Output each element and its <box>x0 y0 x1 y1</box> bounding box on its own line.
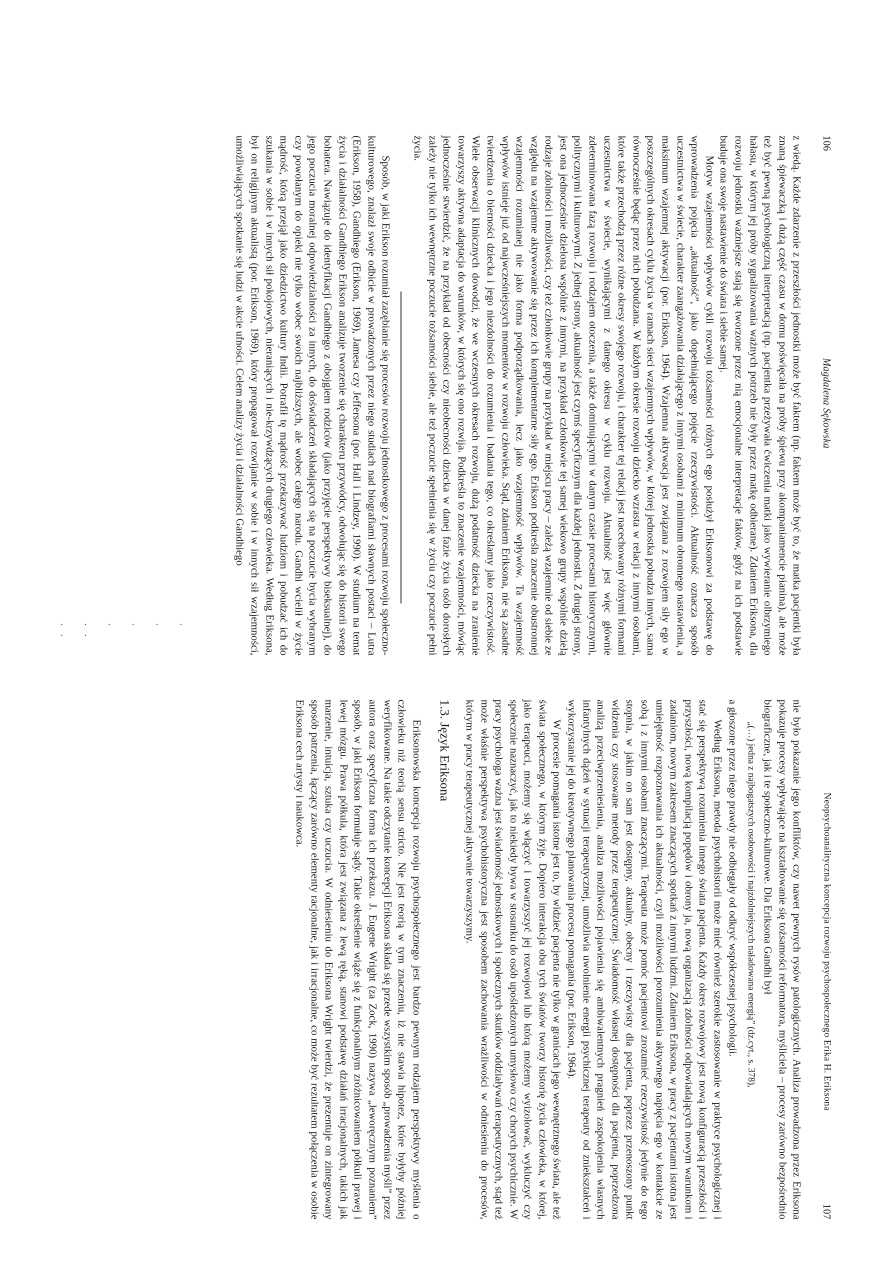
section-heading: 1.3. Język Eriksona <box>437 699 453 802</box>
paragraph: W procesie pomagania istotne jest to, by widzieć pacjenta nie tylko w granicach jego wewnętrznego świata, ale też świata społecznego, w którym żyje. Dopiero interakcja obu tych światów tworzy historię życia człowieka, w której, jako terapeuci, możemy się włączyć i towarzyszyć jej rozwojowi lub którą możemy wyizolować, wykluczyć czy społecznie naznaczyć, jak to niekiedy bywa w stosunku do osób upośledzonych umysłowo czy chorych psychicznie. W pracy psychologa ważna jest świadomość jednostkowych i społecznych skutków oddziaływań terapeutycznych, stąd też może właśnie perspektywa psychohistoryczna jest sposobem zachowania wrażliwości w odniesieniu do procesów, którym w pracy terapeutycznej aktywnie towarzyszymy. <box>463 699 563 1220</box>
paragraph: z wiedą. Każde zdarzenie z przeszłości jednostki może być faktem (np. faktem może być to, że matka pacjentki była znaną śpiewaczką i dużą część czasu w domu poświęcała na próby śpiewu przy akompaniamencie pianina), ale może też być pewną psychologiczną interpretacją (np. pacjentka przeżywała ćwiczenia matki jako wywieranie olbrzymiego hałasu, w którym jej próby sygnalizowania ważnych potrzeb nie były przez matkę odbierane). Zdaniem Eriksona, dla rozwoju jednostki ważniejsze stają się tworzone przez nią emocjonalne interpretacje faktów, gdyż na ich podstawie buduje ona swoje nastawienie do świata i siebie samej. <box>717 135 803 656</box>
paragraph: Według Eriksona, metoda psychohistorii może mieć również szerokie zastosowanie w praktyce psychologicznej i stać się perspektywą rozumienia innego świata pacjenta. Każdy okres rozwojowy jest nową konfiguracją przeszłości i przyszłości, nową kompilacją popędów i obrony ja, nową organizacją zdolności odpowiadających nowym warunkom i zadaniom, nowym zakresem znaczących spotkań z innymi ludźmi. Zdaniem Eriksona, w pracy z pacjentami istotna jest umiejętność rozpoznawania ich aktualności, czyli możliwości porozumienia aktywnego napięcia ego w kontakcie ze sobą i z innymi osobami znaczącymi. Terapeuta może pomóc pacjentowi zrozumieć rzeczywistość jedynie do tego stopnia, w jakim on sam jest dostępny, aktualny, obecny i rzeczywisty dla pacjenta, poprzez przenoszony punkt widzenia czy stosowane metody przez terapeutycznej. Świadomość własnej dostępności dla pacjenta, poprzedzona analizą przeciwprzeniesienia, analiza możliwości pojawienia się ambiwalentnych pragnień zaspokojenia własnych infantylnych dążeń w sytuacji terapeutycznej, umożliwia uwolnienie energii psychicznej terapeuty od zniekształceń i wykorzystanie jej do kreatywnego planowania procesu pomagania (por. Erikson, 1964). <box>565 699 724 1220</box>
left-page <box>58 136 833 656</box>
divider <box>401 292 402 604</box>
scan-artifact-dots: · · · · · · · · <box>60 620 192 642</box>
page-number: 107 <box>820 1203 832 1220</box>
paragraph: a głoszone przez niego prawdy nie odbiegały od odkryć współczesnej psychologii. <box>726 699 739 1057</box>
paragraph: nie było pokazanie jego konfliktów, czy nawet pewnych rysów patologicznych. Analiza prowadzona przez Eriksona pokazuje procesy wpływające na kształtowanie się tożsamości reformatora, myśliciela – procesy zarówno bezpośrednio biograficzne, jak i te społeczno-kulturowe. Dla Eriksona Gandhi był <box>761 699 803 1220</box>
block-quote: „(…) jedna z najbogatszych osobowości i najzdolniejszych naładowana energią” (dz.cyt., s. 378), <box>745 721 756 1088</box>
right-page <box>58 700 833 1220</box>
paragraph: Eriksonowska koncepcja rozwoju psychospołecznego jest bardzo pewnym rodzajem perspektywy myślenia o człowieku niż teorią sensu stricto. Nie jest teorią w tym znaczeniu, iż nie stawia hipotez, które byłyby później weryfikowane. Na takie odczytanie koncepcji Eriksona składa się przede wszystkim sposób „prowadzenia myśli” przez autora oraz specyficzna forma ich przekazu. J. Eugene Wright (za Zock, 1990) nazywa „leworęcznym poznaniem” sposób, w jaki Erikson formułuje sądy. Takie określenie wiąże się z funkcjonalnym zróżnicowaniem półkuli prawej i lewej mózgu. Prawa półkula, która jest związana z lewą ręką, stanowi podstawę działań irracjonalnych, takich jak marzenie, intuicja, sztuka czy uczucia. W odniesieniu do Eriksona Wright twierdzi, że prezentuje on zintegrowany sposób patrzenia, łączący zarówno elementy racjonalne, jak i irracjonalne, co może być rezultatem połączenia w osobie Eriksona cech artysty i naukowca. <box>293 699 423 1220</box>
running-header <box>818 136 833 656</box>
paragraph: Sposób, w jaki Erikson rozumiał zazębianie się procesów rozwoju jednostkowego z procesami rozwoju społeczno-kulturowego, znalazł swoje odbicie w prowadzonych przez niego studiach nad biografiami sławnych postaci – Lutra (Erikson, 1958), Gandhiego (Erikson, 1969), Jamesa czy Jeffersona (por. Hall i Lindzey, 1990). W studium na temat życia i działalności Gandhiego Erikson analizuje tworzenie się charakteru przywódcy, odwołując się do historii swego bohatera. Nawiązuje do identyfikacji Gandhiego z obojgiem rodziców (jako przyjęcie perspektywy biseksualnej), do jego poczucia moralnej odpowiedzialności za innych, do doświadczeń składających się na poczucie bycia wybranym czy powołanym do opieki nie tylko wobec swoich najbliższych, ale wobec całego narodu. Gandhi wcielił w życie mądrość, którą przejął jako dziedzictwo kultury Indii. Potrafił tę mądrość przekazywać ludziom i pobudzać ich do szukania w sobie i w innych sił pokojowych, nieraniących i nie-krzywdzących drugiego człowieka. Według Eriksona, był on religijnym aktualistą (por. Erikson, 1969), który propagował rozwijanie w sobie i w innych sił wzajemności, umożliwiających spotkanie się ludzi w akcie ufności. Celem analizy życia i działalności Gandhiego <box>233 135 392 656</box>
running-title: Magdalena Sękowska <box>820 358 832 449</box>
page-number: 106 <box>820 135 832 152</box>
running-title: Neopsychoanalityczna koncepcja rozwoju psychospołecznego Erika H. Eriksona <box>821 792 832 1111</box>
running-header <box>818 700 833 1220</box>
paragraph: Motyw wzajemności wpływów cykli rozwoju tożsamości różnych ego posłużył Eriksonowi za podstawę do wprowadzenia pojęcia „aktualność”, jako dopełniającego pojęcie rzeczywistości. Aktualność oznacza sposób uczestnictwa w świecie, charakter zaangażowania działającego z innymi osobami z minimum obronnego nastawienia, a maksimum wzajemnej aktywacji (por. Erikson, 1964). Wzajemna aktywacja jest związana z rozwojem siły ego w poszczególnych okresach cyklu życia w ramach sieci wzajemnych wpływów, w której jednostka pobudza innych, sama równocześnie będąc przez nich pobudzana. W każdym okresie rozwoju dziecko wzrasta w relacji z innymi osobami, które także przechodzą przez różne okresy swojego rozwoju, i charakter tej relacji jest nacechowany różnymi formami uczestnictwa w świecie, wynikającymi z danego okresu w cyklu rozwoju. Aktualność jest więc głównie zdeterminowana fazą rozwoju i rodzajem otoczenia, a także dominującymi w danym czasie procesami historycznymi, politycznymi i kulturowymi. Z jednej strony, aktualność jest czymś specyficznym dla każdej jednostki. Z drugiej strony, jest ona jednocześnie dzielona wspólnie z innymi, na przykład członkowie tej samej wiekowo grupy wspólnie dzielą rodzaje zdolności i możliwości, czy też członkowie grupy na przykład w miejscu pracy – zależą wzajemnie od siebie ze względu na wzajemne aktywowanie się przez ich komplementarne siły ego. Erikson podkreśla znaczenie obustronnej wzajemności rozumianej nie jako forma podporządkowania, lecz jako wzajemność wpływów. Ta wzajemność wpływów istnieje już od najwcześniejszych momentów w rozwoju człowieka. Stąd, zdaniem Eriksona, nie są zasadne twierdzenia o bierności dziecka i jego niezdolności do rozumienia i badania tego, co określamy jako rzeczywistość. Wiele obserwacji klinicznych dowodzi, że we wczesnych okresach rozwoju, dużą podatność dziecka na zranienie towarzyszy aktywna adaptacja do warunków, w których się ono rozwija. Podkreśla to znaczenie wzajemności, mówiąc jednocześnie stwierdzić, że na przykład od obecności czy nieobecności dziecka w danej fazie życia osób dorosłych zależy nie tylko ich wewnętrzne poczucie tożsamości siebie, ale też poczucie spełnienia się w życiu czy poczucie pełni życia. <box>411 135 716 656</box>
